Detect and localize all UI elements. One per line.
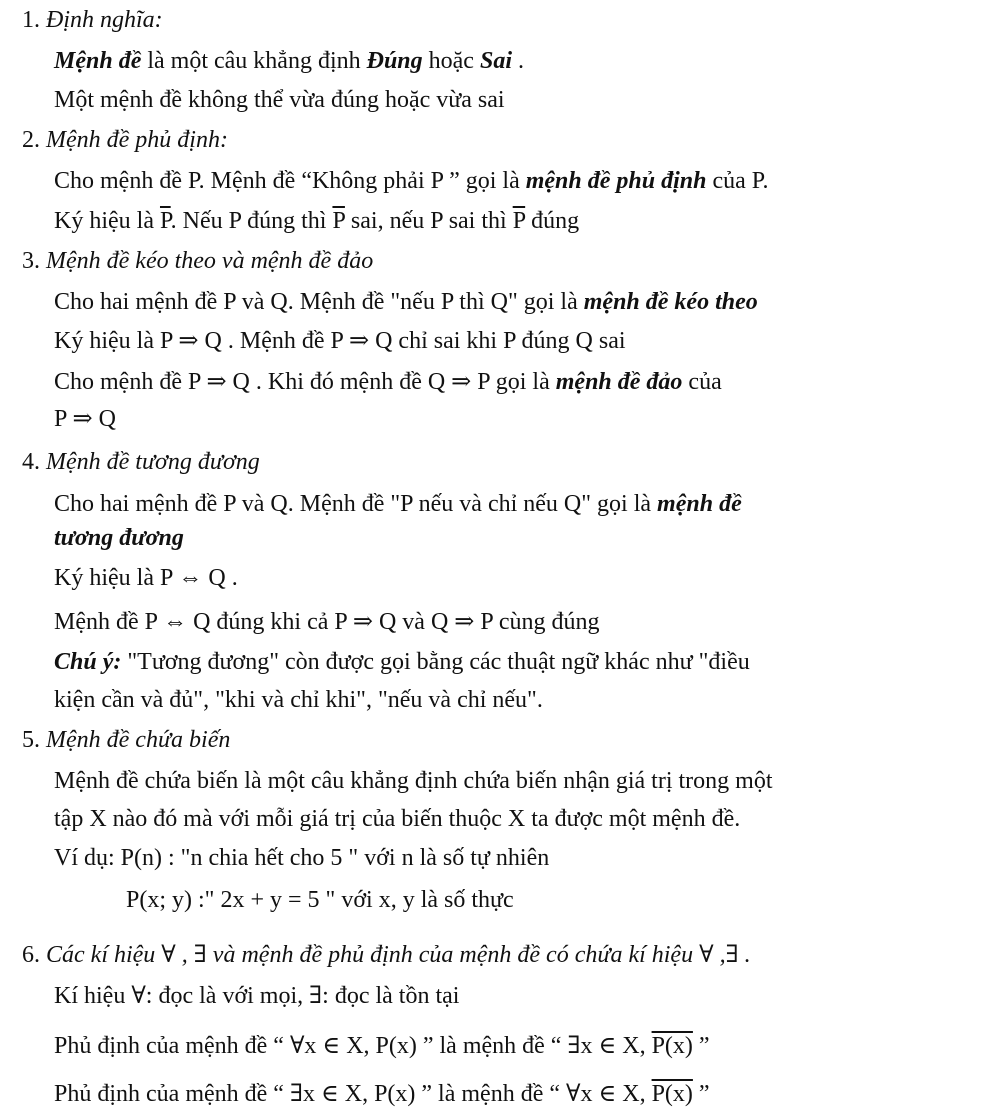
- section-4-line-2: tương đương: [54, 525, 184, 551]
- section-4-line-5: Chú ý: "Tương đương" còn được gọi bằng các thuật ngữ khác như "điều: [54, 649, 750, 675]
- section-5-heading: [22, 725, 230, 755]
- section-6-line-3: Phủ định của mệnh đề “ ∃x ∈ X, P(x) ” là mệnh đề “ ∀x ∈ X, P(x) ”: [54, 1081, 710, 1107]
- section-4-line-4: Mệnh đề P ⇔ Q đúng khi cả P ⇒ Q và Q ⇒ P cùng đúng: [54, 609, 600, 635]
- section-6-heading: [22, 940, 751, 970]
- section-6-line-1: Kí hiệu ∀: đọc là với mọi, ∃: đọc là tồn tại: [54, 983, 460, 1009]
- section-2-heading: [22, 125, 228, 155]
- section-5-line-3: Ví dụ: P(n) : "n chia hết cho 5 " với n là số tự nhiên: [54, 845, 550, 871]
- section-4-heading: [22, 447, 260, 477]
- section-3-title: Mệnh đề kéo theo và mệnh đề đảo: [46, 248, 374, 274]
- section-2-line-1: Cho mệnh đề P. Mệnh đề “Không phải P ” gọi là mệnh đề phủ định của P.: [54, 168, 769, 194]
- section-6-title: Các kí hiệu ∀ , ∃ và mệnh đề phủ định của mệnh đề có chứa kí hiệu ∀ ,∃ .: [46, 942, 751, 968]
- section-4-line-1: Cho hai mệnh đề P và Q. Mệnh đề "P nếu và chỉ nếu Q" gọi là mệnh đề: [54, 491, 742, 517]
- section-3-heading: [22, 246, 373, 276]
- negated-px: P(x): [651, 1081, 693, 1107]
- negation-p: $\overline{P}$: [332, 208, 345, 234]
- section-1-line-2: Một mệnh đề không thể vừa đúng hoặc vừa sai: [54, 87, 505, 113]
- section-2-number: 2.: [22, 127, 40, 153]
- section-1-line-1: Mệnh đề là một câu khẳng định Đúng hoặc Sai .: [54, 48, 524, 74]
- section-2-title: Mệnh đề phủ định:: [46, 127, 228, 153]
- section-1-heading: [22, 5, 163, 35]
- section-6-line-2: Phủ định của mệnh đề “ ∀x ∈ X, P(x) ” là mệnh đề “ ∃x ∈ X, P(x) ”: [54, 1033, 710, 1059]
- section-4-number: 4.: [22, 449, 40, 475]
- section-2-line-2: Ký hiệu là $\overline{P}$. Nếu P đúng thì $\overline{P}$ sai, nếu P sai thì $\overline{P}$ đúng: [54, 208, 580, 234]
- section-5-line-2: tập X nào đó mà với mỗi giá trị của biến thuộc X ta được một mệnh đề.: [54, 806, 741, 832]
- section-4-title: Mệnh đề tương đương: [46, 449, 260, 475]
- negation-p: $\overline{P}$: [512, 208, 526, 234]
- section-5-number: 5.: [22, 727, 40, 753]
- section-3-line-4: P ⇒ Q: [54, 406, 116, 432]
- section-3-line-2: Ký hiệu là P ⇒ Q . Mệnh đề P ⇒ Q chỉ sai khi P đúng Q sai: [54, 328, 626, 354]
- section-3-line-3: Cho mệnh đề P ⇒ Q . Khi đó mệnh đề Q ⇒ P gọi là mệnh đề đảo của: [54, 369, 722, 395]
- section-1-number: 1.: [22, 7, 40, 33]
- negated-px: P(x): [651, 1033, 693, 1059]
- section-5-title: Mệnh đề chứa biến: [46, 727, 231, 753]
- section-4-line-6: kiện cần và đủ", "khi và chỉ khi", "nếu và chỉ nếu".: [54, 687, 543, 713]
- section-1-title: Định nghĩa:: [46, 7, 163, 33]
- section-4-line-3: Ký hiệu là P ⇔ Q .: [54, 565, 238, 591]
- negation-p: $\overline{P}$: [159, 208, 171, 234]
- section-6-number: 6.: [22, 942, 40, 968]
- section-5-line-1: Mệnh đề chứa biến là một câu khẳng định chứa biến nhận giá trị trong một: [54, 768, 773, 794]
- section-3-number: 3.: [22, 248, 40, 274]
- section-5-line-4: P(x; y) :" 2x + y = 5 " với x, y là số thực: [126, 887, 514, 913]
- section-3-line-1: Cho hai mệnh đề P và Q. Mệnh đề "nếu P thì Q" gọi là mệnh đề kéo theo: [54, 289, 758, 315]
